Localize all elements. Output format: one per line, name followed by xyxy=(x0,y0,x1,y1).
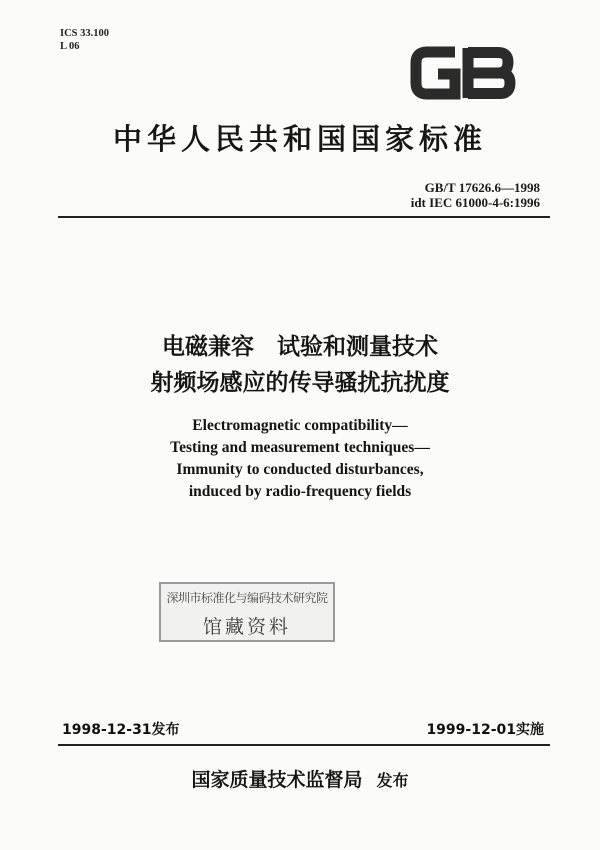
bottom-divider xyxy=(58,744,550,746)
english-title-line1: Electromagnetic compatibility— xyxy=(192,417,408,434)
ccs-code: L 06 xyxy=(60,41,80,52)
ics-code: ICS 33.100 xyxy=(60,28,110,39)
implementation-date: 1999-12-01实施 xyxy=(426,722,544,738)
gb-logo xyxy=(408,42,516,104)
publisher xyxy=(0,765,600,792)
issue-date: 1998-12-31发布 xyxy=(62,722,180,738)
classification-codes xyxy=(60,27,109,53)
chinese-title xyxy=(0,329,600,401)
publisher-suffix: 发布 xyxy=(376,771,409,790)
top-divider xyxy=(58,216,550,218)
stamp-collection-label: 馆藏资料 xyxy=(202,616,291,638)
english-title-line3: Immunity to conducted disturbances, xyxy=(176,461,424,478)
publisher-name: 国家质量技术监督局 xyxy=(191,769,363,791)
chinese-title-line2: 射频场感应的传导骚扰抗扰度 xyxy=(150,370,450,396)
gb-number: GB/T 17626.6—1998 xyxy=(424,180,540,195)
english-title-line4: induced by radio-frequency fields xyxy=(188,483,412,500)
chinese-title-line1: 电磁兼容 试验和测量技术 xyxy=(162,334,438,360)
english-title-line2: Testing and measurement techniques— xyxy=(170,439,430,456)
standard-numbers xyxy=(411,180,540,210)
standard-type-heading: 中华人民共和国国家标准 xyxy=(112,122,487,156)
stamp-institution: 深圳市标准化与编码技术研究院 xyxy=(166,591,328,605)
library-stamp xyxy=(159,582,335,642)
idt-number: idt IEC 61000-4-6:1996 xyxy=(410,195,540,210)
english-title xyxy=(0,415,600,503)
